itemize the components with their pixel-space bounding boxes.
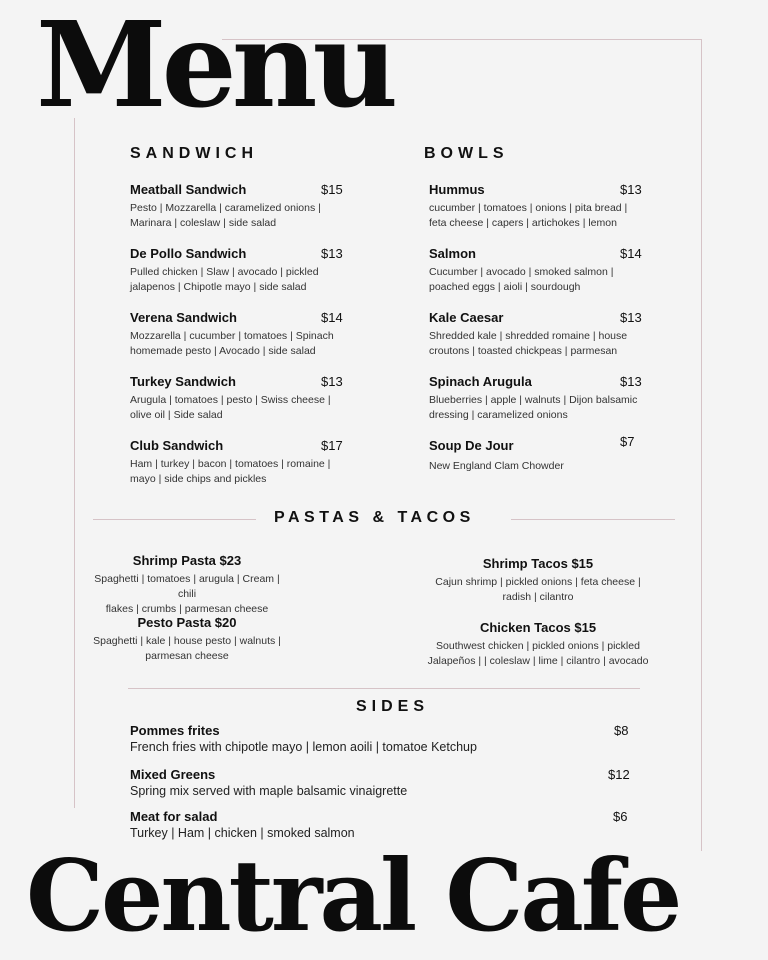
item-name: Meatball Sandwich (130, 182, 247, 197)
item-description: Cucumber | avocado | smoked salmon | poached eggs | aioli | sourdough (429, 266, 614, 293)
item-name: Soup De Jour (429, 438, 514, 453)
frame-line-left (74, 118, 75, 808)
item-description: Mozzarella | cucumber | tomatoes | Spinach homemade pesto | Avocado | side salad (130, 330, 334, 357)
menu-item-shrimp-tacos (424, 556, 652, 605)
menu-item-shrimp-pasta (92, 553, 282, 617)
menu-item-pesto-pasta (92, 615, 282, 664)
item-description: New England Clam Chowder (429, 460, 564, 472)
item-description: Spaghetti | tomatoes | arugula | Cream | chili flakes | crumbs | parmesan cheese (94, 573, 280, 615)
side-item-pommes-frites (130, 723, 630, 754)
frame-line-right (701, 39, 702, 851)
item-price: $13 (321, 374, 343, 389)
item-name: Kale Caesar (429, 310, 504, 325)
section-heading-sides: SIDES (356, 698, 430, 715)
divider-right (511, 519, 675, 520)
item-name: Turkey Sandwich (130, 374, 236, 389)
item-price: $12 (608, 767, 630, 782)
item-description: Cajun shrimp | pickled onions | feta cheese | radish | cilantro (435, 576, 641, 603)
menu-item-spinach-arugula (429, 374, 641, 423)
item-name: De Pollo Sandwich (130, 246, 247, 261)
item-price: $14 (321, 310, 343, 325)
item-name: Shrimp Tacos $15 (482, 556, 594, 571)
menu-item-club-sandwich (130, 438, 342, 487)
item-name: Pommes frites (130, 723, 220, 738)
item-price: $8 (614, 723, 629, 738)
item-description: Shredded kale | shredded romaine | house croutons | toasted chickpeas | parmesan (429, 330, 628, 357)
menu-item-de-pollo-sandwich (130, 246, 342, 295)
item-price: $13 (321, 246, 343, 261)
item-description: Pesto | Mozzarella | caramelized onions | Marinara | coleslaw | side salad (130, 202, 321, 229)
menu-item-salmon (429, 246, 641, 295)
menu-item-hummus (429, 182, 641, 231)
item-name: Verena Sandwich (130, 310, 237, 325)
item-description: Southwest chicken | pickled onions | pickled Jalapeños | | coleslaw | lime | cilantro | avocado (427, 640, 649, 667)
cafe-name-title: Central Cafe (26, 839, 680, 954)
item-name: Chicken Tacos $15 (479, 620, 597, 635)
item-name: Club Sandwich (130, 438, 224, 453)
section-heading-bowls: BOWLS (424, 145, 509, 162)
item-description: Ham | turkey | bacon | tomatoes | romaine | mayo | side chips and pickles (130, 458, 331, 485)
item-price: $6 (613, 809, 628, 824)
item-price: $14 (620, 246, 642, 261)
item-description: Arugula | tomatoes | pesto | Swiss cheese | olive oil | Side salad (130, 394, 331, 421)
item-description: French fries with chipotle mayo | lemon aoili | tomatoe Ketchup (130, 740, 477, 754)
item-price: $17 (321, 438, 343, 453)
item-name: Meat for salad (130, 809, 218, 824)
menu-item-soup-de-jour (429, 434, 641, 474)
item-name: Spinach Arugula (429, 374, 532, 389)
section-heading-sandwich: SANDWICH (130, 145, 258, 162)
item-name: Mixed Greens (130, 767, 216, 782)
item-description: Turkey | Ham | chicken | smoked salmon (130, 826, 355, 840)
menu-item-turkey-sandwich (130, 374, 342, 423)
item-price: $13 (620, 374, 642, 389)
item-price: $13 (620, 182, 642, 197)
side-item-mixed-greens (130, 767, 630, 798)
divider-left (93, 519, 256, 520)
item-price: $7 (620, 434, 635, 449)
item-price: $13 (620, 310, 642, 325)
item-name: Pesto Pasta $20 (137, 615, 237, 630)
item-name: Shrimp Pasta $23 (132, 553, 242, 568)
item-description: Spring mix served with maple balsamic vinaigrette (130, 784, 408, 798)
menu-item-chicken-tacos (424, 620, 652, 669)
menu-item-meatball-sandwich (130, 182, 342, 231)
divider-sides (128, 688, 640, 689)
menu-item-kale-caesar (429, 310, 641, 359)
item-description: Pulled chicken | Slaw | avocado | pickled jalapenos | Chipotle mayo | side salad (130, 266, 319, 293)
item-description: Blueberries | apple | walnuts | Dijon balsamic dressing | caramelized onions (429, 394, 638, 421)
item-price: $15 (321, 182, 343, 197)
item-name: Salmon (429, 246, 476, 261)
menu-item-verena-sandwich (130, 310, 342, 359)
item-description: cucumber | tomatoes | onions | pita bread | feta cheese | capers | artichokes | lemon (429, 202, 628, 229)
item-description: Spaghetti | kale | house pesto | walnuts | parmesan cheese (93, 635, 281, 662)
side-item-meat-for-salad (130, 809, 630, 840)
item-name: Hummus (429, 182, 485, 197)
section-heading-pastas-tacos: PASTAS & TACOS (274, 509, 475, 526)
menu-title: Menu (36, 0, 394, 134)
